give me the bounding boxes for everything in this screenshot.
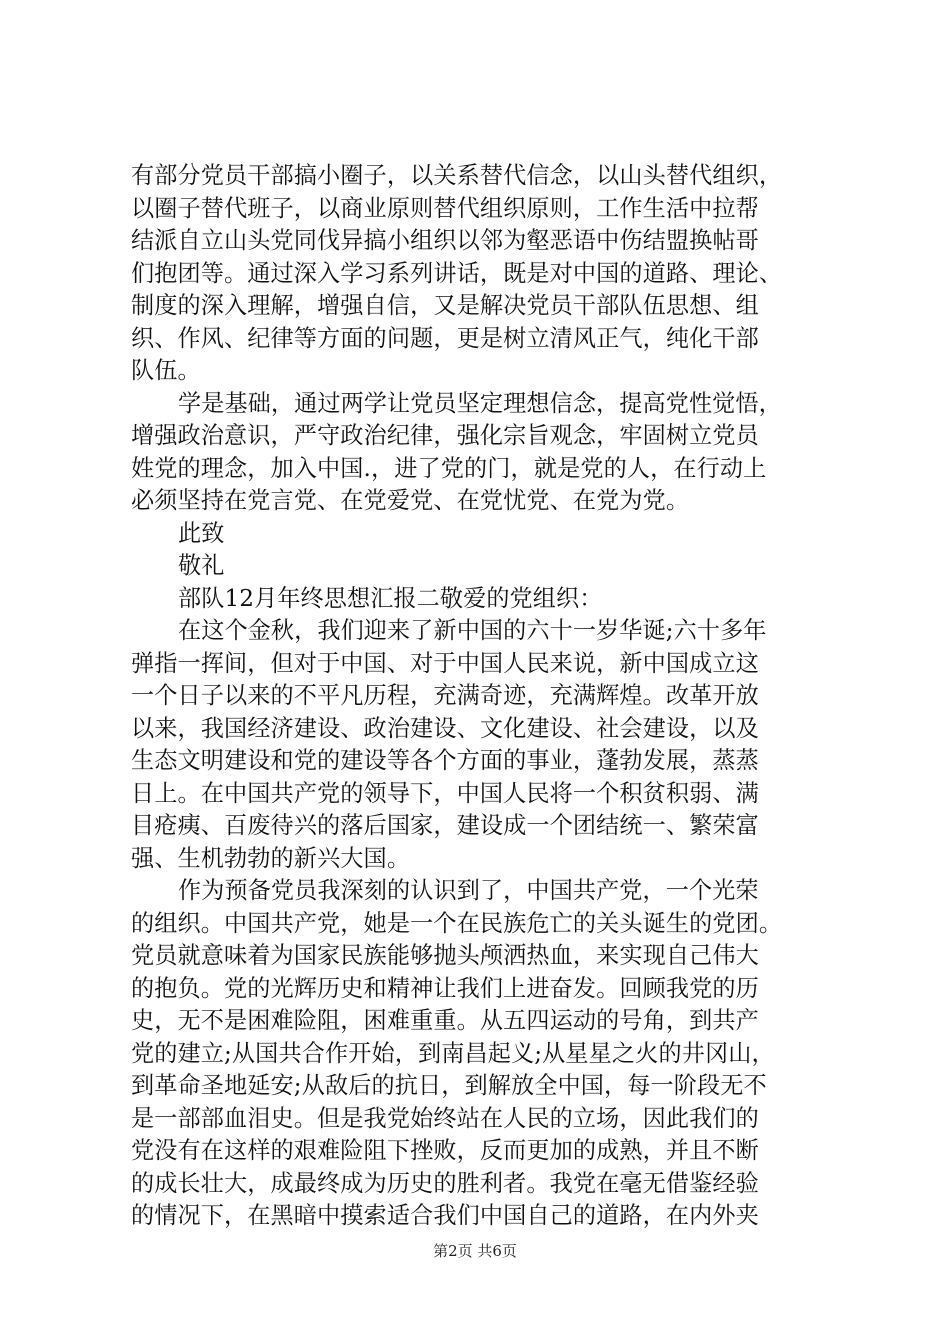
- text-line: 学是基础，通过两学让党员坚定理想信念，提高党性觉悟，: [178, 390, 782, 417]
- text-line: 史，无不是困难险阻，困难重重。从五四运动的号角，到共产: [131, 1008, 759, 1034]
- text-line: 到革命圣地延安;从敌后的抗日，到解放全中国，每一阶段无不: [131, 1073, 767, 1099]
- text-line: 的组织。中国共产党，她是一个在民族危亡的关头诞生的党团。: [131, 910, 783, 937]
- text-line: 有部分党员干部搞小圈子，以关系替代信念，以山头替代组织，: [131, 163, 783, 189]
- text-line: 敬礼: [178, 553, 225, 579]
- text-line: 织、作风、纪律等方面的问题，更是树立清风正气，纯化干部: [131, 325, 759, 352]
- document-body: [131, 160, 831, 1233]
- text-line: 姓党的理念，加入中国.，进了党的门，就是党的人，在行动上: [131, 455, 767, 482]
- text-line: 们抱团等。通过深入学习系列讲话，既是对中国的道路、理论、: [131, 260, 783, 287]
- text-line: 以圈子替代班子，以商业原则替代组织原则，工作生活中拉帮: [131, 195, 759, 222]
- text-line: 队伍。: [131, 358, 201, 384]
- text-line: 结派自立山头党同伐异搞小组织以邻为壑恶语中伤结盟换帖哥: [131, 228, 759, 254]
- text-line: 目疮痍、百废待兴的落后国家，建设成一个团结统一、繁荣富: [131, 813, 759, 839]
- text-line: 党员就意味着为国家民族能够抛头颅洒热血，来实现自己伟大: [131, 943, 759, 969]
- text-line: 必须坚持在党言党、在党爱党、在党忧党、在党为党。: [131, 488, 690, 514]
- text-line: 的抱负。党的光辉历史和精神让我们上进奋发。回顾我党的历: [131, 975, 759, 1002]
- text-line: 的成长壮大，成最终成为历史的胜利者。我党在毫无借鉴经验: [131, 1170, 759, 1197]
- text-line: 强、生机勃勃的新兴大国。: [131, 845, 411, 872]
- text-line: 的情况下，在黑暗中摸索适合我们中国自己的道路，在内外夹: [131, 1203, 759, 1229]
- text-line: 弹指一挥间，但对于中国、对于中国人民来说，新中国成立这: [131, 650, 759, 677]
- text-line: 日上。在中国共产党的领导下，中国人民将一个积贫积弱、满: [131, 780, 759, 807]
- page-number-footer: 第2页 共6页: [433, 1242, 517, 1260]
- text-line: 一个日子以来的不平凡历程，充满奇迹，充满辉煌。改革开放: [131, 683, 759, 709]
- text-line: 是一部部血泪史。但是我党始终站在人民的立场，因此我们的: [131, 1105, 759, 1132]
- text-line: 党没有在这样的艰难险阻下挫败，反而更加的成熟，并且不断: [131, 1138, 759, 1164]
- text-line: 部队12月年终思想汇报二敬爱的党组织：: [178, 585, 603, 612]
- text-line: 增强政治意识，严守政治纪律，强化宗旨观念，牢固树立党员: [131, 423, 759, 449]
- text-line: 作为预备党员我深刻的认识到了，中国共产党，一个光荣: [178, 878, 759, 904]
- text-line: 在这个金秋，我们迎来了新中国的六十一岁华诞;六十多年: [178, 618, 767, 644]
- text-line: 以来，我国经济建设、政治建设、文化建设、社会建设，以及: [131, 715, 759, 742]
- text-line: 党的建立;从国共合作开始，到南昌起义;从星星之火的井冈山，: [131, 1040, 775, 1067]
- text-line: 生态文明建设和党的建设等各个方面的事业，蓬勃发展，蒸蒸: [131, 748, 759, 774]
- text-line: 此致: [178, 520, 225, 547]
- text-line: 制度的深入理解，增强自信，又是解决党员干部队伍思想、组: [131, 293, 759, 319]
